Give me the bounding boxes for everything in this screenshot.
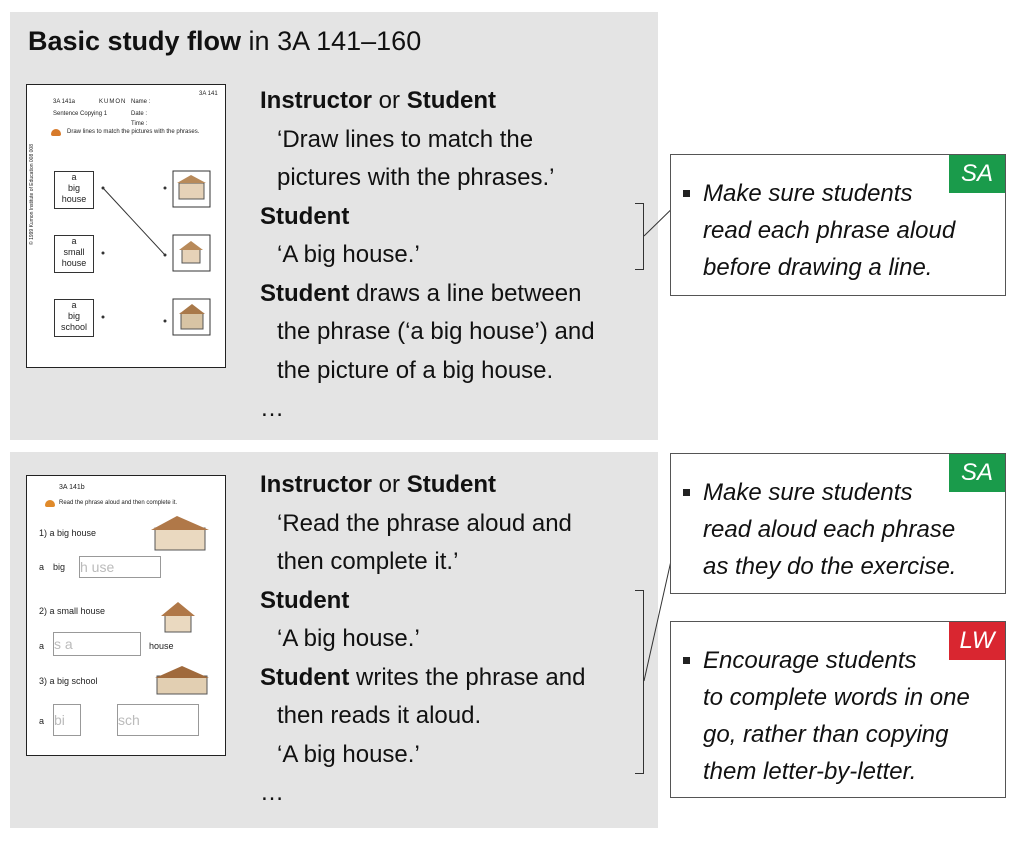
role-label: Student [260, 279, 350, 307]
ws-item-a: a [39, 716, 45, 726]
role-label: Student [406, 87, 497, 114]
ws-corner-code: 3A 141 [199, 91, 218, 97]
tip-line: Make sure students [703, 479, 913, 506]
flow-ellipsis: … [260, 395, 284, 422]
ws-item-a: a [39, 562, 45, 572]
ws-code: 3A 141b [59, 484, 85, 491]
ws-copyright: © 1999 Kumon Institute of Education 008 008 [29, 144, 35, 245]
bullet-icon [683, 657, 690, 664]
ws-item-label: 3) a big school [39, 676, 98, 686]
tag-sa: SA [949, 155, 1005, 193]
flow-line: ‘A big house.’ [277, 625, 420, 652]
flow-line: ‘A big house.’ [277, 740, 420, 768]
flow-text: writes the phrase and [349, 663, 586, 691]
flow-line: ‘Read the phrase aloud and [277, 509, 572, 537]
role-label: Student [406, 471, 497, 498]
ws-date-label: Date : [131, 111, 148, 117]
tip-text [703, 474, 956, 585]
ws-name-label: Name : [131, 99, 151, 105]
flow-line: ‘A big house.’ [277, 241, 420, 268]
ws-phrase-word: a [71, 236, 77, 246]
tip-line: to complete words in one [703, 684, 970, 711]
ws-phrase-word: house [61, 194, 87, 204]
role-label: Student [260, 663, 350, 691]
ws-phrase-word: house [61, 258, 87, 268]
flow-line: ‘Draw lines to match the [277, 125, 534, 153]
role-label: Student [260, 202, 350, 230]
ws-subtitle: Sentence Copying 1 [53, 111, 108, 117]
tip-line: go, rather than copying [703, 721, 949, 748]
tip-box-sa-1 [670, 154, 1006, 296]
tip-box-lw [670, 621, 1006, 798]
ws-phrase-word: big [67, 183, 80, 193]
role-label: Instructor [260, 87, 373, 114]
bullet-icon [683, 489, 690, 496]
flow-line: pictures with the phrases.’ [277, 164, 555, 191]
tip-line: as they do the exercise. [703, 553, 957, 580]
ws-phrase-word: big [67, 311, 80, 321]
tip-text [703, 642, 970, 790]
ws-phrase-word: a [71, 172, 77, 182]
ws-code: 3A 141a [53, 99, 76, 105]
ws-phrase-word: school [60, 322, 87, 332]
tip-line: read each phrase aloud [703, 217, 956, 244]
flow-line: then reads it aloud. [277, 702, 482, 729]
section-title-bold: Basic study flow [28, 26, 242, 56]
ws-brand: KUMON [99, 99, 127, 105]
ws-instruction: Draw lines to match the pictures with the phrases. [67, 129, 200, 135]
tip-line: Encourage students [703, 647, 917, 674]
ws-instruction: Read the phrase aloud and then complete it. [59, 500, 178, 506]
bullet-icon [683, 190, 690, 197]
flow-line: the phrase (‘a big house’) and [277, 318, 595, 345]
ws-item-word: house [149, 641, 174, 651]
flow-ellipsis: … [260, 779, 284, 806]
role-label: Student [260, 586, 350, 614]
ws-trace-boxes: h use [79, 556, 161, 578]
tag-sa: SA [949, 454, 1005, 492]
tip-line: Make sure students [703, 180, 913, 207]
role-label: Instructor [260, 471, 373, 498]
ws-item-a: a [39, 641, 45, 651]
ws-phrase-word: small [63, 247, 85, 257]
tip-line: before drawing a line. [703, 254, 933, 281]
ws-item-label: 1) a big house [39, 528, 97, 538]
ws-trace-boxes: s a [53, 632, 141, 656]
ws-time-label: Time : [131, 121, 148, 127]
ws-phrase-word: a [71, 300, 77, 310]
section-title-rest: in 3A 141–160 [241, 26, 422, 56]
ws-item-label: 2) a small house [39, 606, 106, 616]
tip-box-sa-2 [670, 453, 1006, 594]
tag-lw: LW [949, 622, 1005, 660]
flow-line: then complete it.’ [277, 548, 459, 575]
flow-text: or [372, 471, 407, 498]
tip-line: them letter-by-letter. [703, 758, 917, 785]
tip-text [703, 175, 955, 286]
ws-trace-boxes: sch [117, 704, 199, 736]
flow-line: the picture of a big house. [277, 356, 554, 384]
tip-line: read aloud each phrase [703, 516, 956, 543]
ws-trace-boxes: bi [53, 704, 81, 736]
ws-item-word: big [53, 562, 66, 572]
flow-text: or [372, 87, 407, 114]
flow-text: draws a line between [349, 279, 582, 307]
